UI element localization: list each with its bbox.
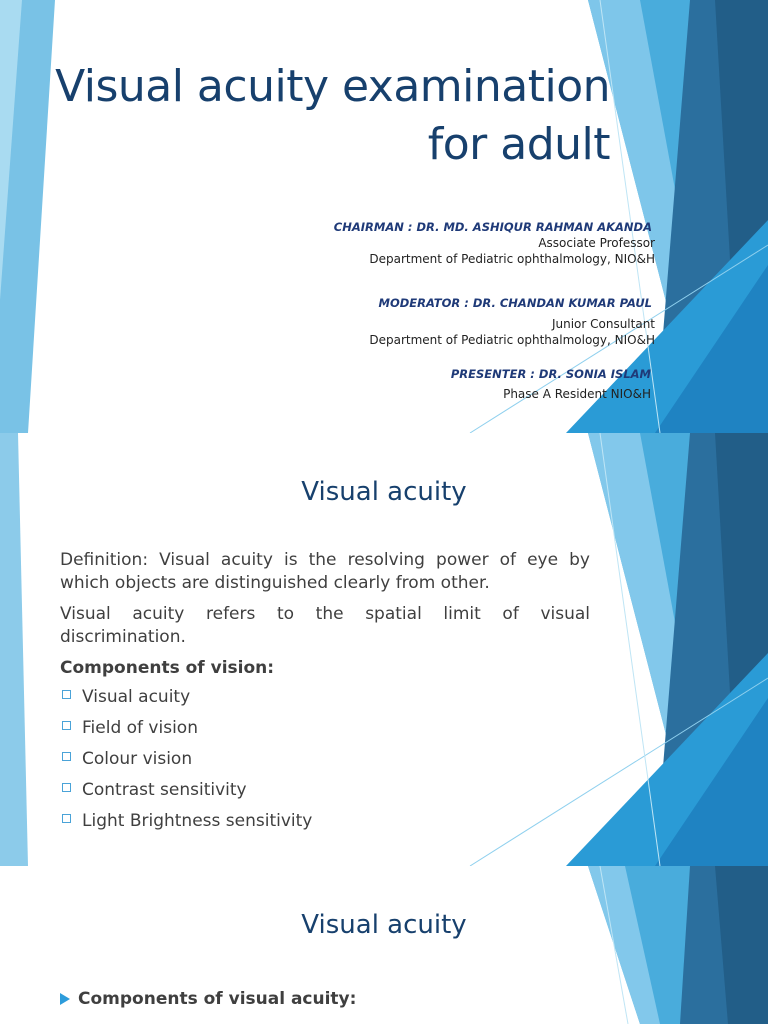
square-bullet-icon (62, 814, 71, 823)
square-bullet-icon (62, 690, 71, 699)
components-list (60, 686, 590, 841)
square-bullet-icon (62, 752, 71, 761)
refers-paragraph: Visual acuity refers to the spatial limit of visual discrimination. (60, 604, 590, 647)
list-item: Components of visual acuity: (60, 987, 590, 1017)
chairman-block (235, 219, 655, 267)
moderator-title: Junior Consultant (551, 317, 655, 331)
definition-paragraph: Definition: Visual acuity is the resolving power of eye by which objects are distinguished clearly from other. (60, 550, 590, 593)
list-item: Visual acuity (60, 686, 590, 717)
triangle-bullet-icon (60, 993, 70, 1005)
moderator-role: MODERATOR : DR. CHANDAN KUMAR PAUL (378, 296, 652, 310)
moderator-block (235, 295, 655, 348)
chairman-role: CHAIRMAN : DR. MD. ASHIQUR RAHMAN AKANDA (333, 220, 652, 234)
components-heading: Components of vision: (60, 658, 275, 678)
presenter-block (231, 366, 651, 402)
presentation-title (30, 58, 610, 174)
square-bullet-icon (62, 783, 71, 792)
slide-body (60, 549, 590, 841)
title-slide (0, 0, 768, 433)
chairman-title: Associate Professor (538, 236, 655, 250)
title-line-1: Visual acuity examination (55, 61, 610, 112)
chairman-department: Department of Pediatric ophthalmology, NIO&H (369, 252, 655, 266)
slide-title: Visual acuity (301, 477, 467, 507)
presenter-title: Phase A Resident NIO&H (503, 387, 651, 401)
slide-title: Visual acuity (301, 910, 467, 940)
moderator-department: Department of Pediatric ophthalmology, NIO&H (369, 333, 655, 347)
bullet-list (60, 987, 590, 1017)
slide-body (60, 987, 590, 1017)
presenter-role: PRESENTER : DR. SONIA ISLAM (450, 367, 651, 381)
title-line-2: for adult (427, 119, 610, 170)
list-item: Field of vision (60, 717, 590, 748)
content-slide-visual-acuity-2 (0, 866, 768, 1024)
square-bullet-icon (62, 721, 71, 730)
list-item: Light Brightness sensitivity (60, 810, 590, 841)
content-slide-visual-acuity (0, 433, 768, 866)
list-item: Colour vision (60, 748, 590, 779)
list-item: Contrast sensitivity (60, 779, 590, 810)
